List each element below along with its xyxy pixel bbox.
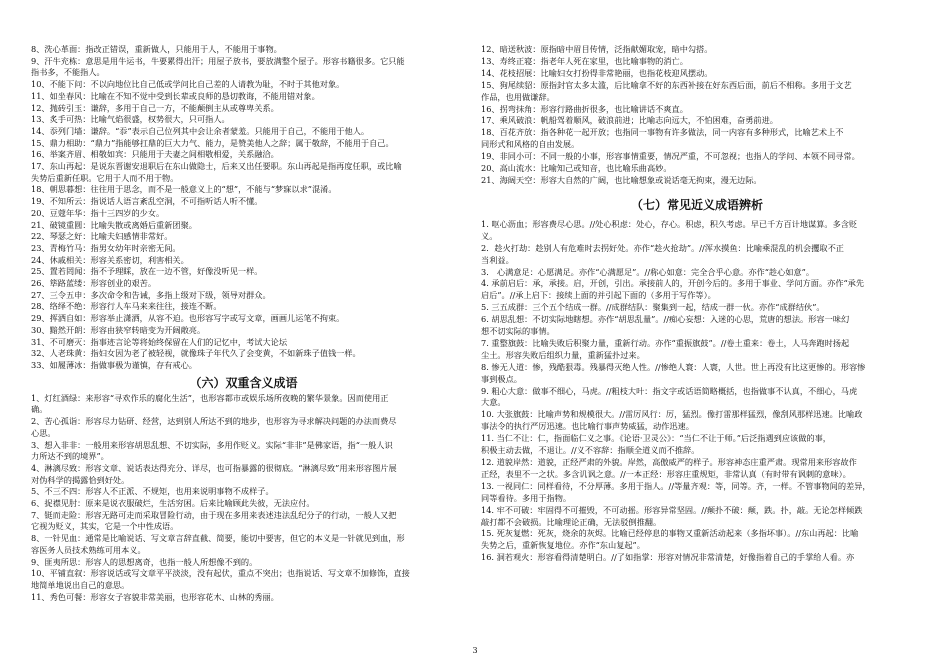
text-line: 15、狗尾续貂：原指封官太多太滥，后比喻拿不好的东西补接在好东西后面，前后不相称。多用于文艺 bbox=[481, 79, 852, 90]
text-line: 地简单地说出自己的意思。 bbox=[31, 579, 130, 590]
text-line: 2、苦心孤诣：形容尽力钻研、经营，达到别人所达不到的地步，也形容为寻求解决问题的办法而费尽 bbox=[31, 416, 397, 427]
text-line: 同形式和风格的自由发展。 bbox=[481, 139, 580, 150]
text-line: 作品，也用做谦辞。 bbox=[481, 91, 555, 102]
text-line: 27、三令五申：多次命令和告诫，多指上级对下级，领导对群众。 bbox=[31, 289, 271, 300]
text-line: 10. 大张旗鼓：比喻声势和规模很大。//雷厉风行：厉，猛烈。像打雷那样猛烈，像刮风那样迅速。比喻政 bbox=[481, 409, 863, 420]
synonym-idiom-list bbox=[481, 219, 913, 564]
text-line: 力所达不到的境界”。 bbox=[31, 451, 109, 462]
right-column bbox=[481, 44, 913, 564]
text-line: 9. 粗心大意：做事不细心，马虎。//粗枝大叶：指文字或话语简略概括，也指做事不认真，不细心，马虎 bbox=[481, 385, 858, 396]
text-line: 事到极点。 bbox=[481, 373, 522, 384]
text-line: 8、洗心革面：指改正错误，重新做人，只能用于人，不能用于事物。 bbox=[31, 44, 282, 54]
text-line: 1. 呕心沥血；形容费尽心思。//处心积虑：处心，存心。积虑，积久考虑。早已千方百计地谋算。多含贬 bbox=[481, 218, 858, 229]
text-line: 尘土。形容失败后组织力量，重新猛扑过来。 bbox=[481, 349, 645, 360]
text-line: 21、破镜重圆：比喻失散或离婚后重新团聚。 bbox=[31, 219, 197, 230]
text-line: 对伪科学的揭露恰到好处。 bbox=[31, 474, 130, 485]
double-meaning-idiom-list bbox=[31, 393, 456, 604]
text-line: 失势后重新任职。它用于人而不用于物。 bbox=[31, 172, 179, 183]
text-line: 2．趁火打劫：趁别人有危难时去拐好处。亦作“趁火抢劫”。//浑水摸鱼：比喻乘混乱的机会攫取不正 bbox=[481, 242, 844, 253]
text-line: 5. 三五成群：三个五个结成一群。//成群结队：聚集到一起，结成一群一伙。亦作“成群结伙”。 bbox=[481, 302, 825, 313]
text-line: 15、鼎力相助：“鼎力”指能够扛鼎的巨大力气、能力，是赞美他人之辞；属于敬辞，不能用于自己。 bbox=[31, 137, 394, 148]
text-line: 14、花枝招展：比喻妇女打扮得非常艳丽，也指花枝迎风摆动。 bbox=[481, 67, 713, 78]
text-line: 23、青梅竹马：指男女幼年时亲密无间。 bbox=[31, 242, 181, 253]
text-line: 20、高山流水：比喻知己或知音，也比喻乐曲高妙。 bbox=[481, 163, 672, 174]
text-line: 3． 心满意足：心愿满足。亦作“心满愿足”。//称心如意：完全合乎心意。亦作“趁心如意”。 bbox=[481, 266, 815, 277]
text-line: 它视为贬义，其实，它是一个中性成语。 bbox=[31, 521, 179, 532]
text-line: 启后”。//承上启下：接续上面的并引起下面的（多用于写作等）。 bbox=[481, 290, 716, 301]
text-line: 4. 承前启后：承，承接。启，开创，引出。承接前人的，开创今后的。多用于事业、学问方面。亦作“承先 bbox=[481, 278, 865, 289]
text-line: 14、忝列门墙：谦辞。“忝”表示自己位列其中会让余者蒙羞。只能用于自己，不能用于他人。 bbox=[31, 125, 370, 136]
text-line: 18、百花齐放：指各种花一起开放；也指同一事物有许多做法，同一内容有多种形式，比喻艺术上不 bbox=[481, 127, 844, 138]
text-line: 1、灯红酒绿：来形容“寻欢作乐的腐化生活”，也形容都市或娱乐场所夜晚的繁华景象。因而使用正 bbox=[31, 392, 389, 403]
text-line: 22、琴瑟之好：比喻夫妇感情非常好。 bbox=[31, 231, 173, 242]
text-line: 9、汗牛充栋：意思是用牛运书，牛要累得出汗；用屋子放书，要放满整个屋子。形容书籍很多。它只能 bbox=[31, 55, 405, 66]
text-line: 12. 道貌岸然：道貌，正经严肃的外貌。岸然，高傲威严的样子。形容神态庄重严肃。现常用来形容故作 bbox=[481, 457, 857, 467]
text-line: 28、络绎不绝：形容行人车马来来往往，接连不断。 bbox=[31, 301, 222, 312]
text-line: 26、筚路蓝缕：形容创业的艰苦。 bbox=[31, 278, 157, 289]
text-line: 当利益。 bbox=[481, 254, 514, 265]
text-line: 20、豆蔻年华：指十三四岁的少女。 bbox=[31, 207, 165, 218]
text-line: 21、海阔天空：形容大自然的广阔，也比喻想象或说话毫无拘束，漫无边际。 bbox=[481, 174, 762, 185]
text-line: 19、非同小可：不同一般的小事，形容事情重要，情况严重，不可忽视；也指人的学问、本领不同寻常。 bbox=[481, 151, 860, 162]
text-line: 想不切实际的事情。 bbox=[481, 326, 555, 337]
text-line: 4、淋漓尽致：形容文章、说话表达得充分、详尽，也可指暴露的很彻底。“淋漓尽致”用来形容图片展 bbox=[31, 462, 397, 473]
text-line: 8、一针见血：通常是比喻说话、写文章言辞直截、简要，能切中要害，但它的本义是一针就见到血，形 bbox=[31, 533, 405, 544]
text-line: 6. 胡思乱想：不切实际地瞎想。亦作“胡思乱量”。//痴心妄想：入迷的心思，荒唐的想法。形容一味幻 bbox=[481, 314, 850, 325]
text-line: 25、置若罔闻：指不予理睬，放在一边不管，好像没听见一样。 bbox=[31, 266, 263, 277]
text-line: 容医务人员技术熟练可用本义。 bbox=[31, 544, 146, 555]
text-line: 24、休戚相关：形容关系密切，利害相关。 bbox=[31, 254, 189, 265]
text-line: 指书多，不能指人。 bbox=[31, 67, 105, 78]
text-line: 6、捉襟见肘：原来是说衣服破烂，生活穷困。后来比喻顾此失彼，无法应付。 bbox=[31, 498, 315, 509]
text-line: 12、暗送秋波：原指暗中眉目传情，泛指献媚取宠，暗中勾搭。 bbox=[481, 44, 713, 54]
text-line: 13、炙手可热：比喻气焰很盛，权势很大，只可指人。 bbox=[31, 114, 230, 125]
page-number: 3 bbox=[472, 646, 478, 655]
text-line: 16、拐弯抹角：形容行路曲折很多，也比喻讲话不爽直。 bbox=[481, 103, 688, 114]
text-line: 9、匪夷所思：形容人的思想离奇，也指一般人所想像不到的。 bbox=[31, 556, 258, 567]
text-line: 11. 当仁不让：仁，指面临仁义之事。《论语·卫灵公》：“当仁不让于师。”后泛指遇到应该做的事， bbox=[481, 433, 831, 444]
text-line: 大意。 bbox=[481, 397, 506, 408]
text-line: 8. 惨无人道：惨，残酷狠毒。残暴得灭绝人性。//惨绝人寰：人寰，人世。世上再没有比这更惨的。形容惨 bbox=[481, 361, 866, 372]
text-line: 15. 死灰复燃：死灰，烧余的灰烬。比喻已经停息的事物又重新活动起来（多指坏事）。//东山再起：比喻 bbox=[481, 528, 859, 539]
text-line: 19、不知所云：指说话人语言紊乱空洞，不可指听话人听不懂。 bbox=[31, 196, 263, 207]
text-line: 10、平铺直叙：形容说话或写文章平平淡淡，没有起伏，重点不突出；也指说话、写文章不加修饰，直接 bbox=[31, 568, 410, 579]
text-line: 11、秀色可餐：形容女子容貌非常美丽，也形容花木、山林的秀丽。 bbox=[31, 591, 279, 602]
text-line: 32、人老珠黄：指妇女因为老了被轻视，就像珠子年代久了会变黄，不如新珠子值钱一样。 bbox=[31, 348, 361, 359]
text-line: 同等看待。多用于指物。 bbox=[481, 492, 572, 503]
text-line: 心思。 bbox=[31, 427, 56, 438]
text-line: 16. 洞若观火：形容看得清楚明白。//了如指掌：形容对情况非常清楚，好像指着自己的手掌给人看。亦 bbox=[481, 552, 855, 563]
text-line: 33、如履薄冰：指做事极为谨慎，存有戒心。 bbox=[31, 359, 197, 370]
text-line: 13. 一视同仁：同样看待，不分厚薄。多用于指人。//等量齐观：等，同等。齐，一样。不管事物间的差异， bbox=[481, 480, 871, 491]
section-heading-double-meaning: （六）双重含义成语 bbox=[189, 375, 298, 390]
text-line: 18、朝思暮想：往往用于思念，而不是一般意义上的“想”，不能与“梦寐以求”混淆。 bbox=[31, 184, 337, 195]
text-line: 13、寿终正寝：指老年人死在家里，也比喻事物的消亡。 bbox=[481, 55, 688, 66]
text-line: 10、不能下问：不以向地位比自己低或学问比自己差的人请教为耻，不时于其他对象。 bbox=[31, 79, 345, 90]
double-meaning-idiom-list-continued bbox=[481, 44, 913, 187]
text-line: 3、想入非非：一般用来形容胡思乱想、不切实际，多用作贬义。实际“非非”是佛家语，指“一般人识 bbox=[31, 439, 393, 450]
text-line: 失势之后，重新恢复地位。亦作“东山复起”。 bbox=[481, 540, 645, 551]
text-line: 敲打都不会破损。比喻理论正确，无法驳倒推翻。 bbox=[481, 516, 662, 527]
text-line: 17、东山再起：是说东晋谢安退职后在东山做隐士，后来又出任要职。东山再起是指再度任职，或比喻 bbox=[31, 161, 402, 172]
text-line: 16、举案齐眉、相敬如宾：只能用于夫妻之间相敬相爱，关系融洽。 bbox=[31, 149, 279, 160]
text-line: 29、挥洒自如：形容举止潇洒，从容不迫。也形容写字或写文章，画画儿运笔不拘束。 bbox=[31, 313, 345, 324]
text-line: 积极主动去做，不退让。//义不容辞：指顺全道义而不推辞。 bbox=[481, 445, 700, 456]
text-line: 14. 牢不可破：牢固得不可摧毁，不可动摇。形容异常坚固。//颠扑不破：颠，跌。扑，敲。无论怎样倾跌 bbox=[481, 504, 863, 515]
idiom-usage-list bbox=[31, 44, 456, 372]
text-line: 义。 bbox=[481, 230, 498, 241]
text-line: 12、抛砖引玉：谦辞，多用于自己一方，不能颠倒主从或尊卑关系。 bbox=[31, 102, 279, 113]
text-line: 7. 重整旗鼓：比喻失败后积聚力量，重新行动。亦作“重振旗鼓”。//卷土重来：卷土，人马奔跑时扬起 bbox=[481, 337, 850, 348]
text-line: 30、黯然开朗：形容由狭窄转暗变为开阔敞亮。 bbox=[31, 324, 206, 335]
section-heading-synonym-idioms: （七）常见近义成语辨析 bbox=[630, 197, 763, 212]
text-line: 事法令的执行严厉迅速。也比喻行事声势威猛，动作迅速。 bbox=[481, 421, 694, 432]
text-line: 11、如坐春风：比喻在不知不觉中受到长辈或良师的恳切教诲，不能用错对象。 bbox=[31, 90, 320, 101]
text-line: 17、乘风破浪：帆船驾着顺风，破浪前进；比喻志向远大，不怕困难，奋勇前进。 bbox=[481, 115, 778, 126]
text-line: 确。 bbox=[31, 404, 48, 415]
text-line: 5、不三不四：形容人不正派、不规矩，也用来说明事物不成样子。 bbox=[31, 486, 274, 497]
text-line: 7、铤而走险：形容无路可走而采取冒险行动，由于现在多用来表述违法乱纪分子的行动，一般人又把 bbox=[31, 509, 397, 520]
text-line: 正经，表里不一之状。多含讥讽之意。//一本正经：形容庄重规矩，非常认真（有时带有讽刺的意味）。 bbox=[481, 468, 851, 479]
left-column bbox=[31, 44, 456, 603]
text-line: 31、不可磨灭：指事迹言论等将始终保留在人们的记忆中，考试大论坛 bbox=[31, 336, 288, 347]
